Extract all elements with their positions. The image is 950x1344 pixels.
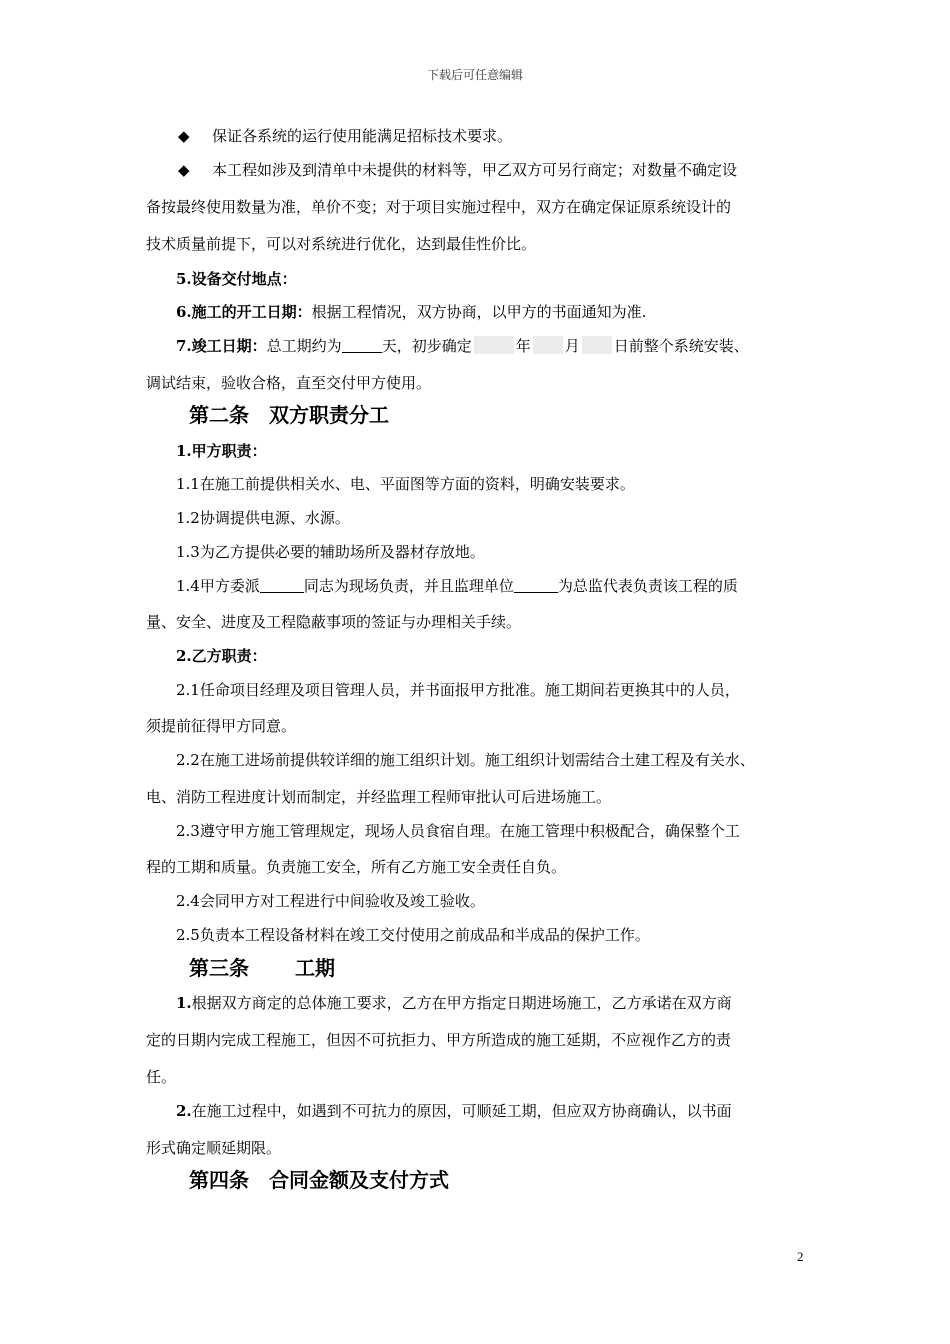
blank-supervisor [514,576,558,593]
section-heading-2: 第二条 双方职责分工 [189,403,389,427]
clause-2-4: 2.4会同甲方对工程进行中间验收及竣工验收。 [176,892,485,910]
blank-day [582,336,612,354]
term-clause-1: 1.根据双方商定的总体施工要求，乙方在甲方指定日期进场施工，乙方承诺在双方商 [176,994,732,1012]
term-clause-2: 2.在施工过程中，如遇到不可抗力的原因，可顺延工期，但应双方协商确认，以书面 [176,1102,732,1120]
clause-2-3: 2.3遵守甲方施工管理规定，现场人员食宿自理。在施工管理中积极配合，确保整个工 [176,822,740,840]
bullet-item: ◆ 本工程如涉及到清单中未提供的材料等，甲乙双方可另行商定；对数量不确定设 [178,161,738,179]
diamond-bullet-icon: ◆ [178,161,190,179]
item-start-date: 6.施工的开工日期：根据工程情况，双方协商，以甲方的书面通知为准. [176,303,647,321]
page-header: 下载后可任意编辑 [426,68,523,82]
paragraph-line: 任。 [146,1068,177,1086]
clause-1-3: 1.3为乙方提供必要的辅助场所及器材存放地。 [176,543,485,561]
item-completion-date: 7.竣工日期：总工期约为 天，初步确定 年 月 日前整个系统安装、 [176,337,749,355]
clause-2-2: 2.2在施工进场前提供较详细的施工组织计划。施工组织计划需结合土建工程及有关水、 [176,751,755,769]
paragraph-line: 程的工期和质量。负责施工安全，所有乙方施工安全责任自负。 [146,858,567,876]
blank-duration [342,336,382,353]
blank-year [474,336,514,354]
party-a-heading: 1.甲方职责： [176,442,267,460]
paragraph-line: 电、消防工程进度计划而制定，并经监理工程师审批认可后进场施工。 [146,788,612,806]
page-number: 2 [797,1249,804,1264]
paragraph-line: 技术质量前提下，可以对系统进行优化，达到最佳性价比。 [146,235,537,253]
section-heading-3: 第三条 工期 [189,956,335,980]
bullet-item: ◆ 保证各系统的运行使用能满足招标技术要求。 [178,127,513,145]
diamond-bullet-icon: ◆ [178,127,190,145]
paragraph-line: 须提前征得甲方同意。 [146,717,297,735]
clause-1-4: 1.4甲方委派 同志为现场负责，并且监理单位 为总监代表负责该工程的质 [176,577,738,595]
party-b-heading: 2.乙方职责： [176,647,267,665]
clause-1-1: 1.1在施工前提供相关水、电、平面图等方面的资料，明确安装要求。 [176,475,635,493]
clause-2-5: 2.5负责本工程设备材料在竣工交付使用之前成品和半成品的保护工作。 [176,926,650,944]
clause-1-2: 1.2协调提供电源、水源。 [176,509,350,527]
section-heading-4: 第四条 合同金额及支付方式 [189,1168,449,1192]
paragraph-line: 量、安全、进度及工程隐蔽事项的签证与办理相关手续。 [146,613,522,631]
paragraph-line: 定的日期内完成工程施工，但因不可抗拒力、甲方所造成的施工延期，不应视作乙方的责 [146,1031,732,1049]
item-delivery-location: 5.设备交付地点： [176,270,297,288]
paragraph-line: 调试结束，验收合格，直至交付甲方使用。 [146,374,432,392]
clause-2-1: 2.1任命项目经理及项目管理人员，并书面报甲方批准。施工期间若更换其中的人员， [176,681,740,699]
paragraph-line: 形式确定顺延期限。 [146,1139,282,1157]
blank-representative [260,576,304,593]
paragraph-line: 备按最终使用数量为准，单价不变；对于项目实施过程中，双方在确定保证原系统设计的 [146,198,732,216]
blank-month [533,336,563,354]
